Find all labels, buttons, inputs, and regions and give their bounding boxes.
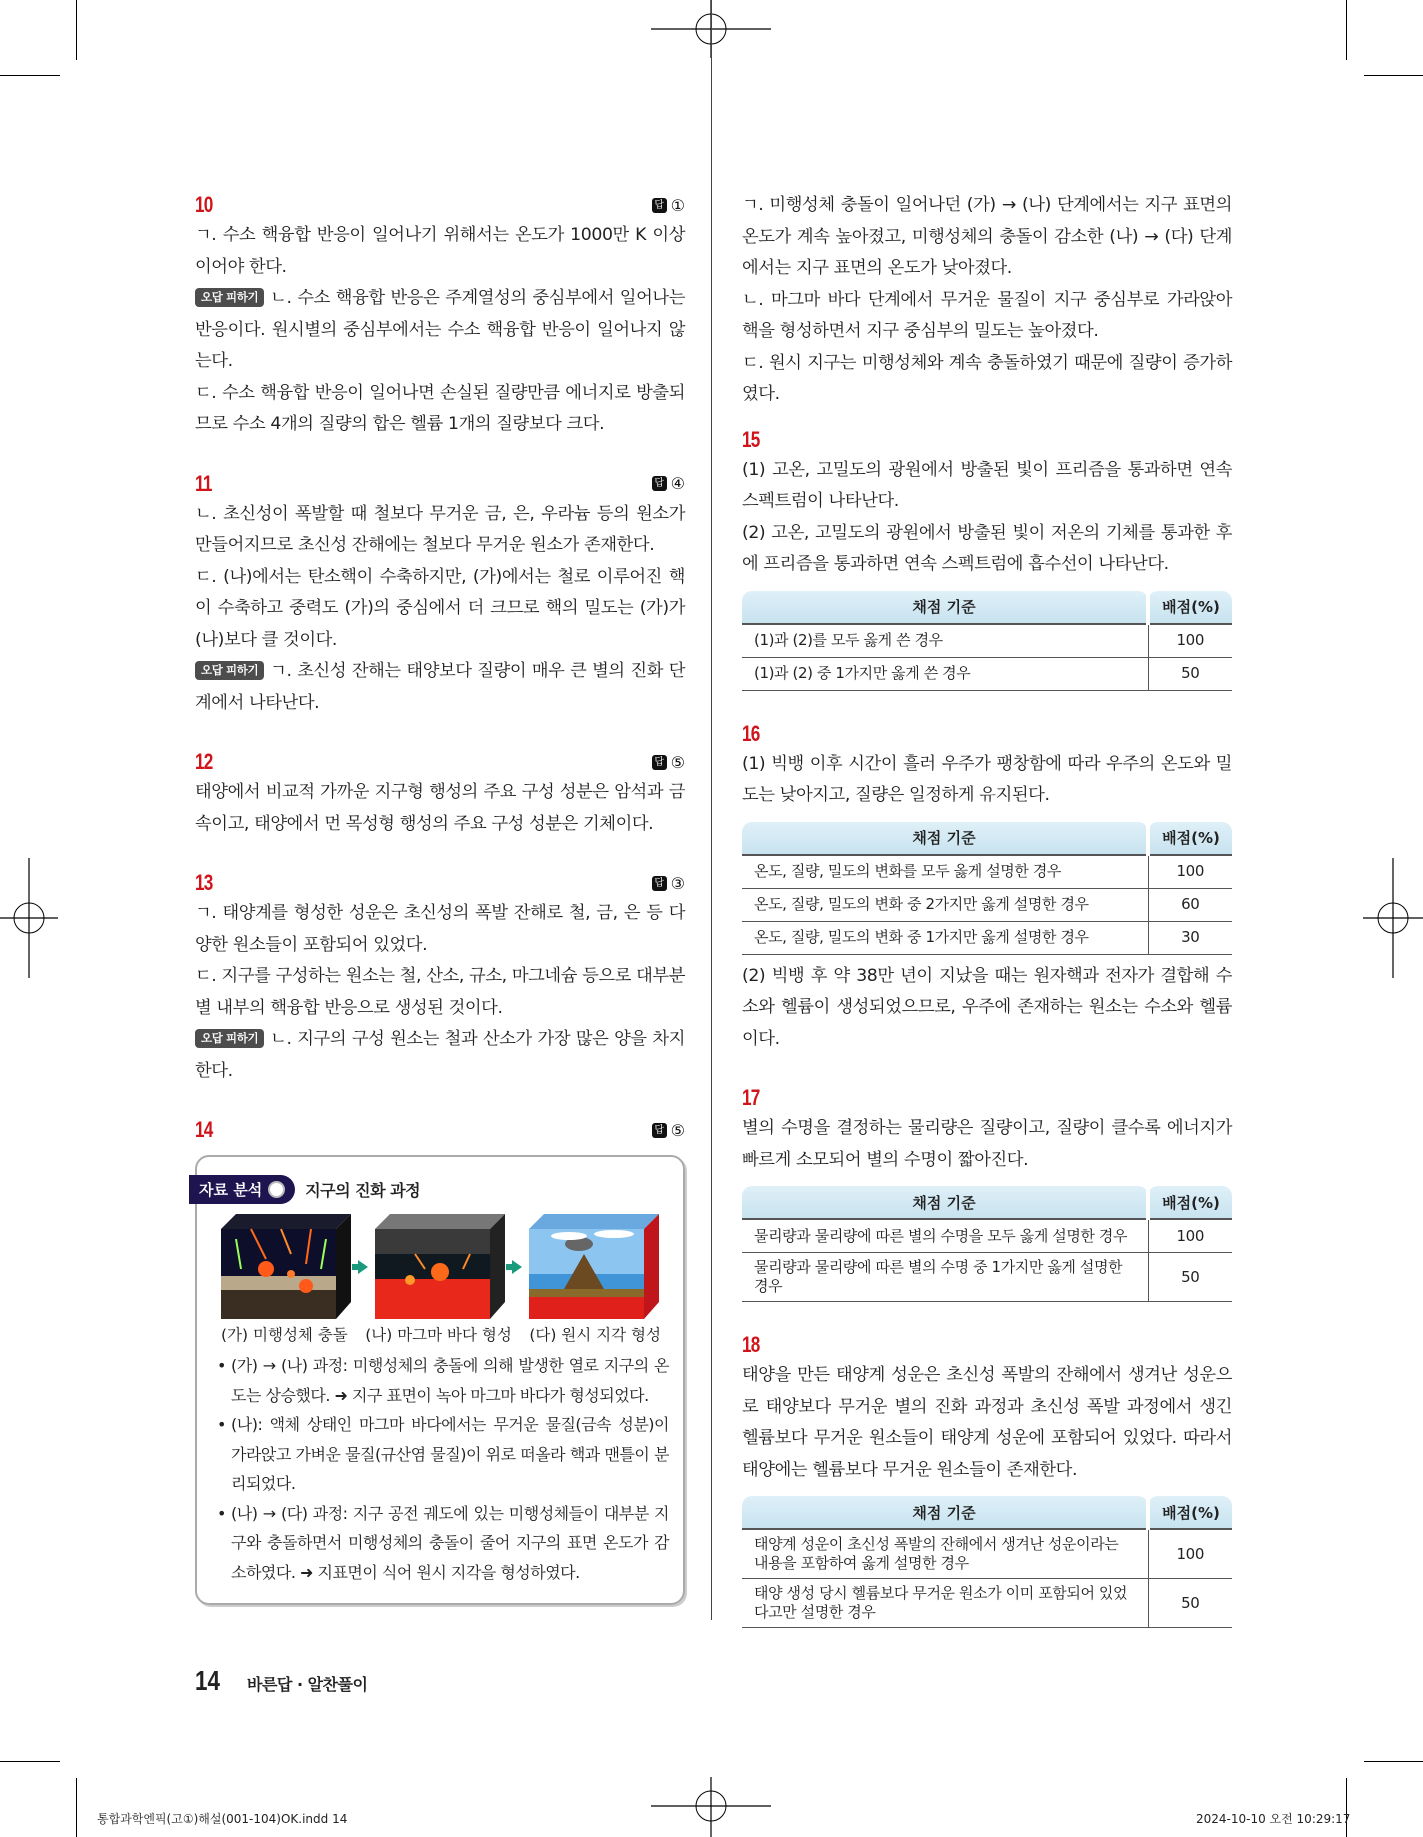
trim-mark-top-left-v [76, 0, 77, 60]
explanation-para: ㄴ. 초신성이 폭발할 때 철보다 무거운 금, 은, 우라늄 등의 원소가 만들어지므로 초신성 잔해에는 철보다 무거운 원소가 존재한다. [195, 503, 685, 555]
caption: (나) 마그마 바다 형성 [365, 1326, 512, 1344]
explanation-para: (1) 고온, 고밀도의 광원에서 방출된 빛이 프리즘을 통과하면 연속 스펙트럼이 나타난다. [742, 459, 1232, 511]
answer-icon: 답 [652, 198, 667, 213]
trim-mark-top-right-h [1364, 75, 1423, 76]
answer-indicator [652, 474, 685, 493]
wrong-answer-tag: 오답 피하기 [195, 661, 264, 680]
question-number: 14 [195, 1117, 213, 1142]
table-row: 태양 생성 당시 헬륨보다 무거운 원소가 이미 포함되어 있었다고만 설명한 경우 50 [742, 1579, 1232, 1628]
question-13 [195, 868, 685, 1087]
wrong-answer-tag: 오답 피하기 [195, 1029, 264, 1048]
answer-icon: 답 [652, 476, 667, 491]
header-criterion: 채점 기준 [742, 1496, 1148, 1529]
question-number: 17 [742, 1085, 760, 1110]
analysis-bullets [211, 1351, 669, 1587]
explanation-para: ㄱ. 태양계를 형성한 성운은 초신성의 폭발 잔해로 철, 금, 은 등 다양한 원소들이 포함되어 있었다. [195, 903, 685, 955]
answer-icon: 답 [652, 876, 667, 891]
explanation-para: (1) 빅뱅 이후 시간이 흘러 우주가 팽창함에 따라 우주의 온도와 밀도는 낮아지고, 질량은 일정하게 유지된다. [742, 753, 1232, 805]
explanation-para: 오답 피하기 ㄱ. 초신성 잔해는 태양보다 질량이 매우 큰 별의 진화 단계에서 나타난다. [195, 661, 685, 713]
bullet-item: • (가) → (나) 과정: 미행성체의 충돌에 의해 발생한 열로 지구의 온도는 상승했다. ➜ 지구 표면이 녹아 마그마 바다가 형성되었다. [211, 1351, 669, 1410]
registration-mark-right [1363, 858, 1423, 978]
question-17 [742, 1083, 1232, 1302]
trim-mark-top-right-v [1346, 0, 1347, 60]
explanation-para: 오답 피하기 ㄴ. 지구의 구성 원소는 철과 산소가 가장 많은 양을 차지한다. [195, 1029, 685, 1081]
question-10 [195, 190, 685, 441]
section-label: 바른답 · 알찬풀이 [247, 1675, 368, 1694]
question-number: 15 [742, 426, 760, 452]
answer-icon: 답 [652, 1123, 667, 1138]
answer-indicator [652, 753, 685, 772]
question-11 [195, 469, 685, 720]
question-14-continued [742, 190, 1232, 411]
header-criterion: 채점 기준 [742, 591, 1148, 624]
trim-mark-bottom-left-v [76, 1778, 77, 1837]
header-criterion: 채점 기준 [742, 1186, 1148, 1219]
explanation-para: 별의 수명을 결정하는 물리량은 질량이고, 질량이 클수록 에너지가 빠르게 소모되어 별의 수명이 짧아진다. [742, 1118, 1232, 1170]
explanation-para: ㄱ. 수소 핵융합 반응이 일어나기 위해서는 온도가 1000만 K 이상이어야 한다. [195, 225, 685, 277]
diagram-captions [211, 1319, 669, 1351]
question-number: 16 [742, 720, 760, 746]
box-title: 지구의 진화 과정 [305, 1181, 421, 1200]
question-18 [742, 1330, 1232, 1628]
question-number: 10 [195, 192, 213, 217]
table-row: 태양계 성운이 초신성 폭발의 잔해에서 생겨난 성운이라는 내용을 포함하여 옳게 설명한 경우 100 [742, 1529, 1232, 1579]
answer-icon: 답 [652, 755, 667, 770]
answer-indicator [652, 196, 685, 215]
left-column [195, 190, 685, 1633]
answer-indicator [652, 874, 685, 893]
answer-value: ③ [670, 873, 685, 893]
header-score: 배점(%) [1148, 591, 1232, 624]
header-score: 배점(%) [1148, 1186, 1232, 1219]
answer-indicator [652, 1121, 685, 1140]
bullet-item: • (나): 액체 상태인 마그마 바다에서는 무거운 물질(금속 성분)이 가라앉고 가벼운 물질(규산염 물질)이 위로 떠올라 핵과 맨틀이 분리되었다. [211, 1410, 669, 1499]
data-analysis-badge: 자료 분석 [189, 1175, 295, 1204]
explanation-para: ㄷ. 원시 지구는 미행성체와 계속 충돌하였기 때문에 질량이 증가하였다. [742, 352, 1232, 404]
answer-value: ④ [670, 474, 685, 493]
wrong-answer-tag: 오답 피하기 [195, 288, 264, 307]
caption: (다) 원시 지각 형성 [529, 1326, 661, 1344]
explanation-para: ㄷ. 지구를 구성하는 원소는 철, 산소, 규소, 마그네슘 등으로 대부분 별 내부의 핵융합 반응으로 생성된 것이다. [195, 966, 685, 1018]
explanation-para: ㄱ. 미행성체 충돌이 일어나던 (가) → (나) 단계에서는 지구 표면의 온도가 계속 높아졌고, 미행성체의 충돌이 감소한 (나) → (다) 단계에서는 지구 표면의 온도가 낮아졌다. [742, 195, 1232, 278]
earth-evolution-diagram [211, 1214, 669, 1319]
table-row: 물리량과 물리량에 따른 별의 수명을 모두 옳게 설명한 경우 100 [742, 1219, 1232, 1253]
header-score: 배점(%) [1148, 1496, 1232, 1529]
question-15 [742, 425, 1232, 691]
magma-ocean-image [375, 1214, 505, 1319]
answer-value: ① [670, 195, 685, 215]
right-column [742, 190, 1232, 1656]
question-number: 13 [195, 870, 213, 895]
question-16 [742, 719, 1232, 1056]
table-row: (1)과 (2) 중 1가지만 옳게 쓴 경우 50 [742, 657, 1232, 690]
question-14 [195, 1115, 685, 1605]
scoring-table [742, 591, 1232, 691]
table-row: 온도, 질량, 밀도의 변화 중 2가지만 옳게 설명한 경우 60 [742, 888, 1232, 921]
explanation-para: ㄷ. (나)에서는 탄소핵이 수축하지만, (가)에서는 철로 이루어진 핵이 수축하고 중력도 (가)의 중심에서 더 크므로 핵의 밀도는 (가)가 (나)보다 클 것이다. [195, 566, 685, 650]
scoring-table [742, 1496, 1232, 1628]
explanation-para: (2) 빅뱅 후 약 38만 년이 지났을 때는 원자핵과 전자가 결합해 수소와 헬륨이 생성되었으므로, 우주에 존재하는 원소는 수소와 헬륨이다. [742, 965, 1232, 1049]
header-score: 배점(%) [1148, 822, 1232, 855]
scoring-table [742, 822, 1232, 955]
column-divider [711, 0, 712, 1620]
table-row: 물리량과 물리량에 따른 별의 수명 중 1가지만 옳게 설명한 경우 50 [742, 1253, 1232, 1302]
arrow-icon [512, 1260, 522, 1274]
caption: (가) 미행성체 충돌 [221, 1326, 348, 1344]
planetesimal-collision-image [221, 1214, 351, 1319]
trim-mark-bottom-left-h [0, 1761, 60, 1762]
question-number: 11 [195, 470, 212, 496]
explanation-para: ㄷ. 수소 핵융합 반응이 일어나면 손실된 질량만큼 에너지로 방출되므로 수소 4개의 질량의 합은 헬륨 1개의 질량보다 크다. [195, 382, 685, 434]
table-row: 온도, 질량, 밀도의 변화 중 1가지만 옳게 설명한 경우 30 [742, 921, 1232, 954]
explanation-para: 태양에서 비교적 가까운 지구형 행성의 주요 구성 성분은 암석과 금속이고, 태양에서 먼 목성형 행성의 주요 구성 성분은 기체이다. [195, 782, 685, 834]
explanation-para: 오답 피하기 ㄴ. 수소 핵융합 반응은 주계열성의 중심부에서 일어나는 반응이다. 원시별의 중심부에서는 수소 핵융합 반응이 일어나지 않는다. [195, 288, 685, 371]
answer-value: ⑤ [670, 752, 685, 772]
explanation-para: ㄴ. 마그마 바다 단계에서 무거운 물질이 지구 중심부로 가라앉아 핵을 형성하면서 지구 중심부의 밀도는 높아졌다. [742, 289, 1232, 341]
header-criterion: 채점 기준 [742, 822, 1148, 855]
primitive-crust-image [529, 1214, 659, 1319]
registration-mark-left [0, 858, 60, 978]
registration-mark-bottom [651, 1777, 771, 1837]
trim-mark-top-left-h [0, 75, 60, 76]
question-number: 18 [742, 1332, 760, 1357]
question-12 [195, 747, 685, 840]
explanation-para: 태양을 만든 태양계 성운은 초신성 폭발의 잔해에서 생겨난 성운으로 태양보다 무거운 별의 진화 과정과 초신성 폭발 과정에서 생긴 헬륨보다 무거운 원소들이 태양계 성운에 포함되어 있었다. 따라서 태양에는 헬륨보다 무거운 원소들이 존재한다. [742, 1365, 1232, 1480]
data-analysis-box [195, 1155, 685, 1605]
page-footer [195, 1665, 367, 1697]
scoring-table [742, 1186, 1232, 1302]
explanation-para: (2) 고온, 고밀도의 광원에서 방출된 빛이 저온의 기체를 통과한 후에 프리즘을 통과하면 연속 스펙트럼에 흡수선이 나타난다. [742, 522, 1232, 574]
bullet-item: • (나) → (다) 과정: 지구 공전 궤도에 있는 미행성체들이 대부분 지구와 충돌하면서 미행성체의 충돌이 줄어 지구의 표면 온도가 감소하였다. ➜ 지표면이 식어 원시 지각을 형성하였다. [211, 1499, 669, 1588]
answer-value: ⑤ [670, 1120, 685, 1140]
trim-mark-bottom-right-v [1346, 1778, 1347, 1837]
print-slug-date: 2024-10-10 오전 10:29:17 [1196, 1812, 1351, 1826]
table-row: 온도, 질량, 밀도의 변화를 모두 옳게 설명한 경우 100 [742, 855, 1232, 889]
table-row: (1)과 (2)를 모두 옳게 쓴 경우 100 [742, 624, 1232, 658]
page-number: 14 [195, 1665, 220, 1696]
arrow-icon [358, 1260, 368, 1274]
print-slug-file: 통합과학엔픽(고①)해설(001-104)OK.indd 14 [97, 1812, 348, 1826]
question-number: 12 [195, 749, 213, 774]
trim-mark-bottom-right-h [1364, 1761, 1423, 1762]
magnifier-icon [268, 1181, 285, 1198]
